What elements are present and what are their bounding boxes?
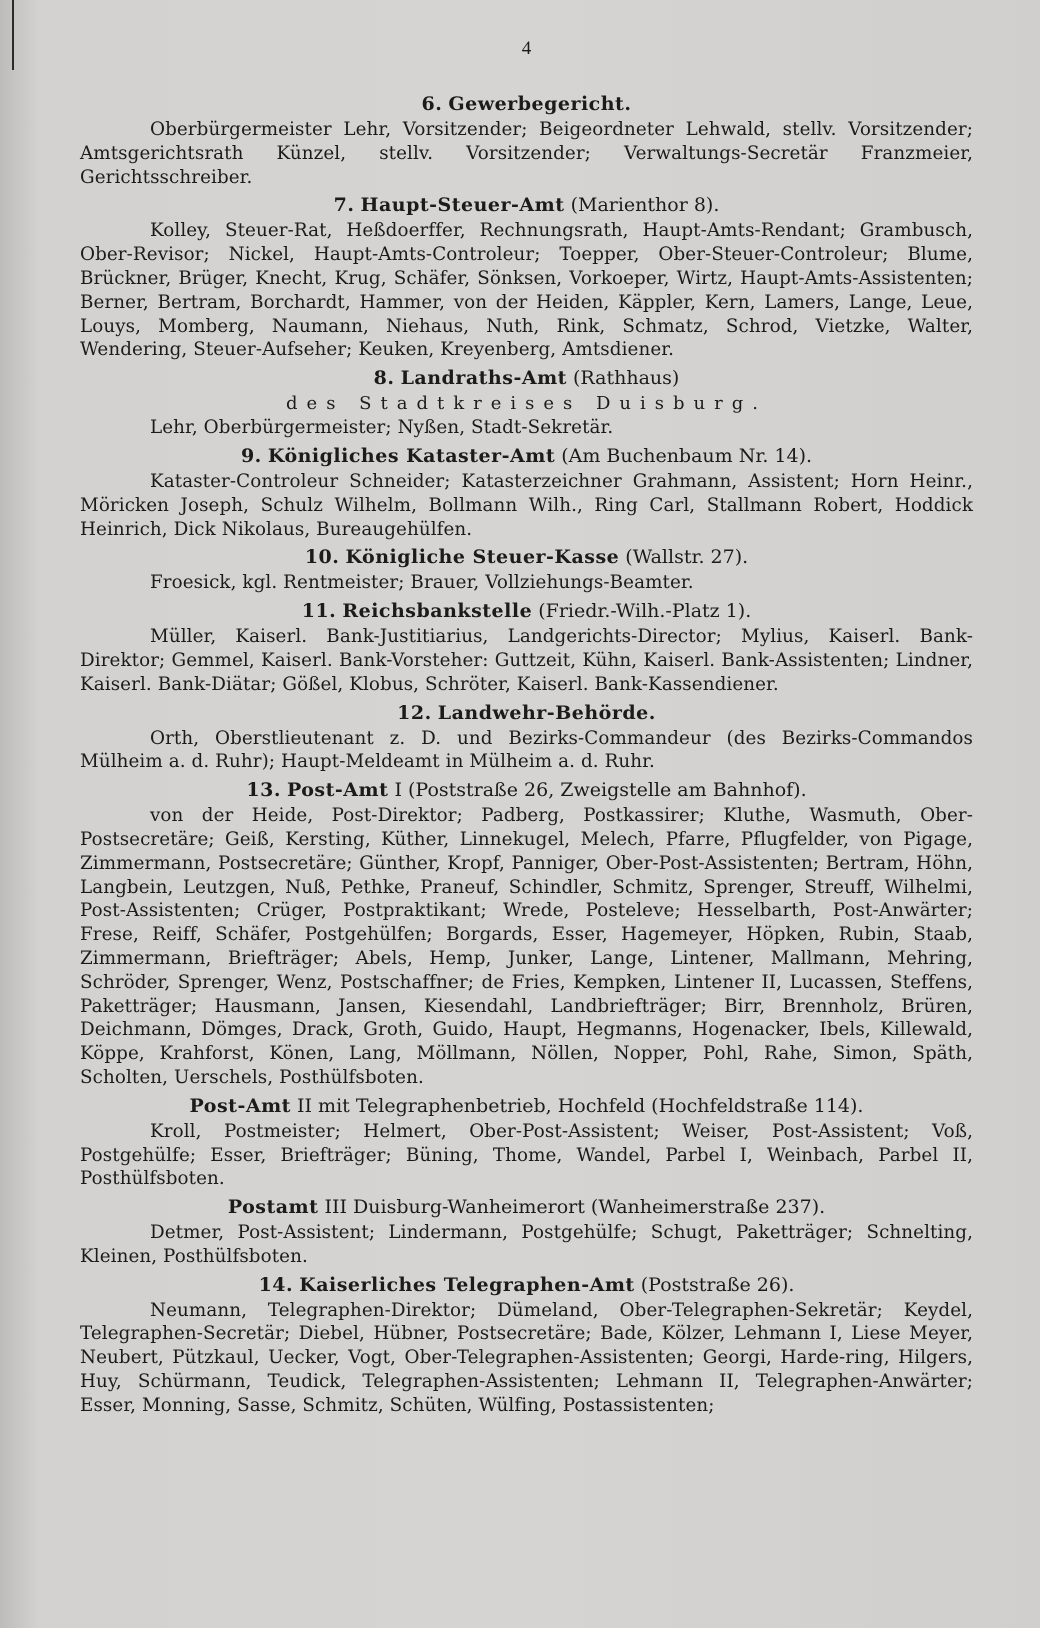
section-paragraph: Orth, Oberstlieutenant z. D. und Bezirks-Commandeur (des Bezirks-Commandos Mülheim a. d. Ruhr); Haupt-Meldeamt in Mülheim a. d. Ruhr.: [80, 727, 973, 773]
section-paragraph: Froesick, kgl. Rentmeister; Brauer, Vollziehungs-Beamter.: [150, 572, 694, 594]
section-title: Königliches Kataster-Amt: [267, 444, 556, 467]
section-number: 12.: [397, 701, 432, 724]
section-paragraph: Lehr, Oberbürgermeister; Nyßen, Stadt-Sekretär.: [150, 417, 614, 439]
section-paragraph: Müller, Kaiserl. Bank-Justitiarius, Landgerichts-Director; Mylius, Kaiserl. Bank-Direktor; Gemmel, Kaiserl. Bank-Vorsteher: Guttzeit, Kühn, Kaiserl. Bank-Assistenten; Lindner, Kaiserl. Bank-Diätar; Gößel, Klobus, Schröter, Kaiserl. Bank-Kassendiener.: [80, 626, 973, 695]
page-content: [80, 38, 973, 1420]
section-paragraph: Detmer, Post-Assistent; Lindermann, Postgehülfe; Schugt, Paketträger; Schnelting, Kleinen, Posthülfsboten.: [80, 1222, 973, 1267]
section-address: (Rathhaus): [573, 367, 680, 390]
section-heading: [80, 776, 973, 804]
page-number: 4: [521, 38, 532, 59]
section-number: 10.: [304, 546, 340, 569]
section-number: 6.: [421, 93, 443, 115]
section-title: Post-Amt: [189, 1094, 291, 1117]
section-address: III Duisburg-Wanheimerort (Wanheimerstraße 237).: [324, 1196, 826, 1219]
section-paragraph: von der Heide, Post-Direktor; Padberg, Postkassirer; Kluthe, Wasmuth, Ober-Postsecretäre; Geiß, Kersting, Küther, Linnekugel, Melech, Pfarre, Pflugfelder, von Pigage, Zimmermann, Postsecretäre; Günther, Kropf, Panniger, Ober-Post-Assistenten; Bertram, Höhn, Langbein, Leutzgen, Nuß, Pethke, Praneuf, Schindler, Schmitz, Sprenger, Streuff, Wilhelmi, Post-Assistenten; Crüger, Postpraktikant; Wrede, Posteleve; Hesselbarth, Post-Anwärter; Frese, Reiff, Schäfer, Postgehülfen; Borgards, Esser, Hagemeyer, Höpken, Rubin, Staab, Zimmermann, Briefträger; Abels, Hemp, Junker, Lange, Lintener, Mallmann, Mehring, Schröder, Sprenger, Wenz, Postschaffner; de Fries, Kempken, Lintener II, Lucassen, Steffens, Paketträger; Hausmann, Jansen, Kiesendahl, Landbriefträger; Birr, Brennholz, Brüren, Deichmann, Dömges, Drack, Groth, Guido, Haupt, Hegmanns, Hogenacker, Ibels, Killewald, Köppe, Krahforst, Könen, Lang, Möllmann, Nöllen, Nopper, Pohl, Rahe, Simon, Späth, Scholten, Uerschels, Posthülfsboten.: [80, 805, 973, 1088]
section-heading: [80, 699, 973, 727]
section-title: Postamt: [227, 1196, 319, 1219]
section-number: 13.: [246, 779, 281, 802]
section-title: Gewerbegericht.: [448, 93, 632, 115]
section-paragraph: Oberbürgermeister Lehr, Vorsitzender; Beigeordneter Lehwald, stellv. Vorsitzender; Amtsgerichtsrath Künzel, stellv. Vorsitzender; Verwaltungs-Secretär Franzmeier, Gerichtsschreiber.: [80, 119, 973, 188]
section-heading: [80, 1092, 973, 1120]
section-title: Landraths-Amt: [400, 367, 567, 390]
section-address: (Marienthor 8).: [570, 194, 720, 217]
section-address: I (Poststraße 26, Zweigstelle am Bahnhof).: [394, 779, 807, 802]
section-title: Haupt-Steuer-Amt: [360, 194, 565, 217]
section-title: Landwehr-Behörde.: [437, 701, 656, 724]
section-heading: [80, 442, 973, 470]
section-paragraph: Kroll, Postmeister; Helmert, Ober-Post-Assistent; Weiser, Post-Assistent; Voß, Postgehülfe; Esser, Briefträger; Büning, Thome, Wandel, Parbel I, Weinbach, Parbel II, Posthülfsboten.: [80, 1120, 973, 1190]
section-address: (Wallstr. 27).: [625, 546, 749, 569]
section-heading: [80, 543, 973, 571]
section-number: 8.: [373, 367, 395, 390]
section-heading: [80, 364, 973, 392]
section-title: Post-Amt: [286, 779, 389, 802]
section-number: 7.: [333, 194, 355, 217]
section-heading: [80, 191, 973, 219]
section-heading: [80, 1271, 973, 1299]
section-address: (Friedr.-Wilh.-Platz 1).: [538, 600, 752, 623]
binding-mark: [12, 0, 14, 70]
section-title: Kaiserliches Telegraphen-Amt: [299, 1273, 635, 1296]
section-subtitle: des Stadtkreises Duisburg.: [286, 393, 767, 415]
section-title: Reichsbankstelle: [342, 600, 533, 623]
section-address: II mit Telegraphenbetrieb, Hochfeld (Hochfeldstraße 114).: [297, 1094, 864, 1117]
section-heading: [80, 1193, 973, 1221]
sections-container: [80, 90, 973, 1418]
section-number: 9.: [240, 444, 262, 467]
section-heading: [80, 90, 973, 118]
section-paragraph: Neumann, Telegraphen-Direktor; Dümeland, Ober-Telegraphen-Sekretär; Keydel, Telegraphen-Secretär; Diebel, Hübner, Postsecretäre; Bade, Kölzer, Lehmann I, Liese Meyer, Neubert, Pützkaul, Uecker, Vogt, Ober-Telegraphen-Assistenten; Georgi, Harde-ring, Hilgers, Huy, Schürmann, Teudick, Telegraphen-Assistenten; Lehmann II, Telegraphen-Anwärter; Esser, Monning, Sasse, Schmitz, Schüten, Wülfing, Postassistenten;: [80, 1299, 973, 1416]
section-number: 14.: [258, 1273, 294, 1296]
section-title: Königliche Steuer-Kasse: [345, 546, 620, 569]
section-paragraph: Kolley, Steuer-Rat, Heßdoerffer, Rechnungsrath, Haupt-Amts-Rendant; Grambusch, Ober-Revisor; Nickel, Haupt-Amts-Controleur; Toepper, Ober-Steuer-Controleur; Blume, Brückner, Brüger, Knecht, Krug, Schäfer, Sönksen, Vorkoeper, Wirtz, Haupt-Amts-Assistenten; Berner, Bertram, Borchardt, Hammer, von der Heiden, Käppler, Kern, Lamers, Lange, Leue, Louys, Momberg, Naumann, Niehaus, Nuth, Rink, Schmatz, Schrod, Vietzke, Walter, Wendering, Steuer-Aufseher; Keuken, Kreyenberg, Amtsdiener.: [80, 220, 973, 361]
section-number: 11.: [301, 600, 337, 623]
section-heading: [80, 597, 973, 625]
section-address: (Poststraße 26).: [640, 1273, 795, 1296]
section-address: (Am Buchenbaum Nr. 14).: [561, 444, 813, 467]
section-paragraph: Kataster-Controleur Schneider; Katasterzeichner Grahmann, Assistent; Horn Heinr., Möricken Joseph, Schulz Wilhelm, Bollmann Wilh., Ring Carl, Stallmann Robert, Hoddick Heinrich, Dick Nikolaus, Bureaugehülfen.: [80, 470, 973, 540]
